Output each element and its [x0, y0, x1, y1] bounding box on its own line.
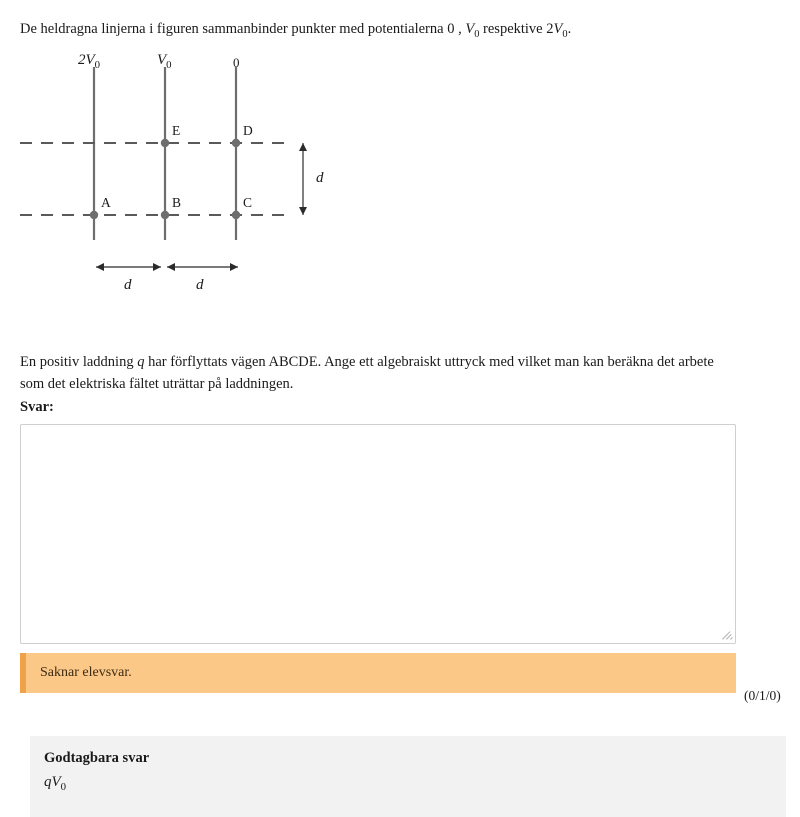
intro-paragraph — [20, 19, 780, 42]
intro-2v0-letter: V — [553, 21, 563, 37]
intro-text-before: De heldragna linjerna i figuren sammanbinder punkter med potentialerna 0 , — [20, 21, 466, 37]
physics-figure — [0, 42, 420, 312]
arrowhead-down — [299, 207, 307, 215]
line-label-v0 — [157, 52, 172, 71]
line-label-2v0-text: 2V — [78, 52, 95, 68]
point-label-b: B — [172, 195, 182, 210]
score-badge: (0/1/0) — [744, 688, 781, 703]
accepted-answers-panel — [30, 736, 786, 817]
arrowhead-up — [299, 143, 307, 151]
answer-label: Svar: — [20, 399, 54, 415]
accepted-answers-title: Godtagbara svar — [44, 750, 150, 766]
missing-answer-warning — [20, 653, 736, 693]
line-label-0 — [233, 55, 240, 71]
accepted-expression-letters: qV — [44, 774, 61, 790]
point-d — [232, 139, 240, 147]
intro-2v0-symbol — [553, 21, 568, 40]
dimension-label-d-vertical: d — [316, 170, 324, 186]
answer-input[interactable] — [20, 424, 736, 644]
arrowhead-right-1 — [153, 263, 161, 271]
accepted-expression-symbol — [44, 774, 67, 793]
figure-canvas — [0, 42, 420, 312]
point-e — [161, 139, 169, 147]
intro-text-mid: respektive 2 — [479, 21, 554, 37]
point-label-a: A — [101, 195, 111, 210]
accepted-expression-subscript: 0 — [60, 781, 67, 793]
question-part1: En positiv laddning — [20, 354, 138, 370]
point-c — [232, 211, 240, 219]
accepted-answers-expression — [44, 774, 786, 793]
line-label-v0-sub: 0 — [166, 59, 172, 71]
question-paragraph — [20, 352, 720, 396]
intro-v0-symbol — [465, 21, 480, 40]
arrowhead-left-2 — [167, 263, 175, 271]
missing-answer-warning-text: Saknar elevsvar. — [40, 665, 132, 680]
point-label-e: E — [172, 123, 181, 138]
intro-text-end: . — [567, 21, 572, 37]
line-label-2v0-sub: 0 — [94, 59, 101, 71]
point-label-c: C — [243, 195, 253, 210]
point-label-d: D — [243, 123, 253, 138]
line-label-0-text: 0 — [233, 55, 240, 70]
point-a — [90, 211, 98, 219]
arrowhead-right-2 — [230, 263, 238, 271]
intro-v0-subscript: 0 — [474, 28, 480, 40]
intro-2v0-subscript: 0 — [562, 28, 568, 40]
arrowhead-left-1 — [96, 263, 104, 271]
intro-v0-letter: V — [465, 21, 475, 37]
dimension-label-d-left: d — [124, 277, 132, 293]
question-part2: har förflyttats vägen ABCDE. Ange ett algebraiskt uttryck med vilket man kan beräkna det arbete som det elektriska fältet uträttar på laddningen. — [20, 354, 714, 392]
point-b — [161, 211, 169, 219]
question-q-symbol: q — [137, 354, 145, 370]
line-label-2v0 — [78, 52, 100, 71]
line-label-v0-text: V — [157, 52, 167, 68]
dimension-label-d-right: d — [196, 277, 204, 293]
